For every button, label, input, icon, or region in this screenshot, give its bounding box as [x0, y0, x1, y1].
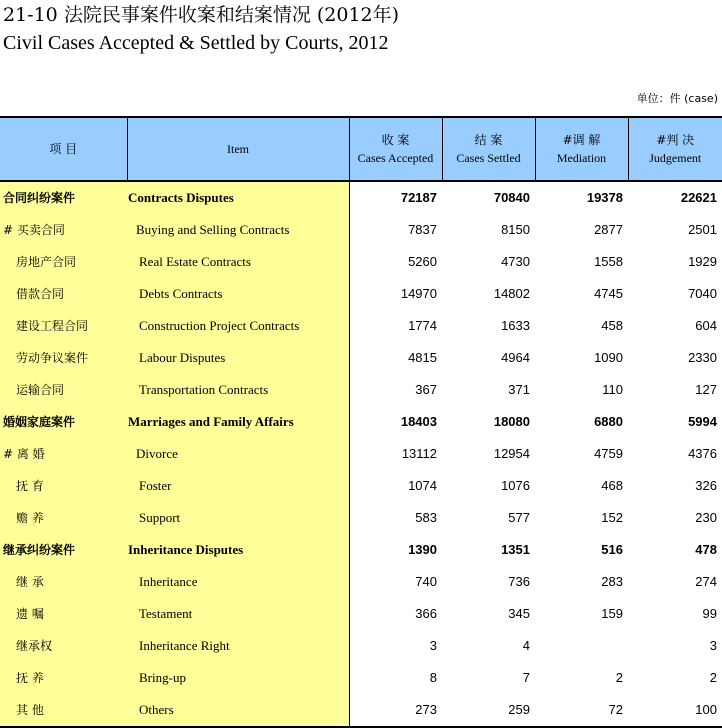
table-row [0, 470, 722, 502]
header-item-en-label: Item [128, 140, 349, 158]
table-row [0, 630, 722, 662]
cell-settled: 1076 [442, 470, 535, 502]
cell-mediation: 516 [535, 534, 628, 566]
cell-settled: 1351 [442, 534, 535, 566]
row-label-en: Bring-up [127, 662, 349, 694]
cell-mediation: 4745 [535, 278, 628, 310]
header-judgement-cn: #判 决 [629, 131, 722, 149]
cell-settled: 259 [442, 694, 535, 727]
cell-mediation: 110 [535, 374, 628, 406]
row-label-en: Labour Disputes [127, 342, 349, 374]
cell-judgement: 127 [628, 374, 722, 406]
cell-accepted: 13112 [349, 438, 442, 470]
table-row [0, 214, 722, 246]
cell-judgement: 1929 [628, 246, 722, 278]
row-label-cn: 借款合同 [0, 278, 127, 310]
cell-settled: 577 [442, 502, 535, 534]
cell-mediation: 152 [535, 502, 628, 534]
header-settled-en: Cases Settled [443, 149, 535, 167]
cell-accepted: 7837 [349, 214, 442, 246]
cell-settled: 7 [442, 662, 535, 694]
cell-settled: 4 [442, 630, 535, 662]
row-label-en: Testament [127, 598, 349, 630]
header-settled-cn: 结 案 [443, 131, 535, 149]
cell-mediation: 283 [535, 566, 628, 598]
cell-mediation: 19378 [535, 181, 628, 214]
table-row [0, 181, 722, 214]
header-item-cn-label: 项 目 [0, 140, 127, 158]
table-row [0, 534, 722, 566]
cell-judgement: 478 [628, 534, 722, 566]
table-row [0, 278, 722, 310]
cell-judgement: 3 [628, 630, 722, 662]
cell-mediation: 468 [535, 470, 628, 502]
cell-mediation: 1558 [535, 246, 628, 278]
table-row [0, 406, 722, 438]
cell-settled: 1633 [442, 310, 535, 342]
cell-judgement: 100 [628, 694, 722, 727]
row-label-cn: 建设工程合同 [0, 310, 127, 342]
header-mediation-cn: #调 解 [536, 131, 628, 149]
table-row [0, 694, 722, 727]
row-label-cn: 婚姻家庭案件 [0, 406, 127, 438]
cell-judgement: 99 [628, 598, 722, 630]
cell-accepted: 1774 [349, 310, 442, 342]
cell-mediation: 4759 [535, 438, 628, 470]
row-label-en: Foster [127, 470, 349, 502]
row-label-en: Support [127, 502, 349, 534]
cell-judgement: 2501 [628, 214, 722, 246]
row-label-cn: 合同纠纷案件 [0, 181, 127, 214]
row-label-en: Divorce [127, 438, 349, 470]
cell-judgement: 2 [628, 662, 722, 694]
cell-settled: 14802 [442, 278, 535, 310]
row-label-en: Inheritance Right [127, 630, 349, 662]
cell-settled: 345 [442, 598, 535, 630]
table-body [0, 181, 722, 727]
cell-settled: 12954 [442, 438, 535, 470]
row-label-en: Construction Project Contracts [127, 310, 349, 342]
row-label-cn: 继承纠纷案件 [0, 534, 127, 566]
cell-accepted: 8 [349, 662, 442, 694]
cell-mediation: 6880 [535, 406, 628, 438]
cell-settled: 736 [442, 566, 535, 598]
cell-judgement: 326 [628, 470, 722, 502]
cell-judgement: 22621 [628, 181, 722, 214]
cell-accepted: 273 [349, 694, 442, 727]
cell-mediation [535, 630, 628, 662]
row-label-en: Buying and Selling Contracts [127, 214, 349, 246]
row-label-en: Transportation Contracts [127, 374, 349, 406]
table-row [0, 246, 722, 278]
row-label-en: Contracts Disputes [127, 181, 349, 214]
header-accepted-en: Cases Accepted [350, 149, 442, 167]
row-label-en: Real Estate Contracts [127, 246, 349, 278]
cell-mediation: 2877 [535, 214, 628, 246]
row-label-cn: 继 承 [0, 566, 127, 598]
header-accepted [349, 117, 442, 181]
table-row [0, 374, 722, 406]
table-row [0, 502, 722, 534]
row-label-cn: 运输合同 [0, 374, 127, 406]
cell-accepted: 18403 [349, 406, 442, 438]
row-label-en: Inheritance [127, 566, 349, 598]
header-judgement-en: Judgement [629, 149, 722, 167]
row-label-cn: 继承权 [0, 630, 127, 662]
row-label-cn: 其 他 [0, 694, 127, 727]
header-mediation-en: Mediation [536, 149, 628, 167]
header-judgement [628, 117, 722, 181]
row-label-en: Marriages and Family Affairs [127, 406, 349, 438]
table-row [0, 598, 722, 630]
row-label-cn: 赡 养 [0, 502, 127, 534]
cell-judgement: 2330 [628, 342, 722, 374]
table-title-chinese: 21-10 法院民事案件收案和结案情况 (2012年) [3, 3, 399, 27]
row-label-cn: 遗 嘱 [0, 598, 127, 630]
cell-accepted: 1074 [349, 470, 442, 502]
civil-cases-table [0, 116, 722, 728]
cell-judgement: 274 [628, 566, 722, 598]
cell-accepted: 583 [349, 502, 442, 534]
table-title-english: Civil Cases Accepted & Settled by Courts, 2012 [3, 31, 389, 55]
cell-settled: 18080 [442, 406, 535, 438]
cell-mediation: 72 [535, 694, 628, 727]
table-row [0, 566, 722, 598]
row-label-en: Others [127, 694, 349, 727]
cell-judgement: 230 [628, 502, 722, 534]
row-label-cn: # 离 婚 [0, 438, 127, 470]
table-row [0, 342, 722, 374]
header-mediation [535, 117, 628, 181]
table-row [0, 310, 722, 342]
row-label-en: Debts Contracts [127, 278, 349, 310]
row-label-cn: 抚 育 [0, 470, 127, 502]
cell-judgement: 5994 [628, 406, 722, 438]
cell-settled: 4730 [442, 246, 535, 278]
cell-mediation: 458 [535, 310, 628, 342]
cell-judgement: 4376 [628, 438, 722, 470]
row-label-cn: # 买卖合同 [0, 214, 127, 246]
cell-accepted: 366 [349, 598, 442, 630]
row-label-en: Inheritance Disputes [127, 534, 349, 566]
cell-accepted: 14970 [349, 278, 442, 310]
header-item-en [127, 117, 349, 181]
cell-accepted: 740 [349, 566, 442, 598]
cell-judgement: 7040 [628, 278, 722, 310]
table-row [0, 438, 722, 470]
header-item-cn [0, 117, 127, 181]
cell-accepted: 3 [349, 630, 442, 662]
cell-accepted: 4815 [349, 342, 442, 374]
header-row [0, 117, 722, 181]
cell-accepted: 1390 [349, 534, 442, 566]
cell-accepted: 72187 [349, 181, 442, 214]
cell-settled: 8150 [442, 214, 535, 246]
header-accepted-cn: 收 案 [350, 131, 442, 149]
cell-mediation: 2 [535, 662, 628, 694]
cell-settled: 70840 [442, 181, 535, 214]
cell-mediation: 159 [535, 598, 628, 630]
unit-label: 单位：件 (case) [637, 92, 718, 106]
cell-accepted: 5260 [349, 246, 442, 278]
cell-settled: 4964 [442, 342, 535, 374]
cell-judgement: 604 [628, 310, 722, 342]
cell-mediation: 1090 [535, 342, 628, 374]
table-row [0, 662, 722, 694]
row-label-cn: 抚 养 [0, 662, 127, 694]
header-settled [442, 117, 535, 181]
cell-accepted: 367 [349, 374, 442, 406]
cell-settled: 371 [442, 374, 535, 406]
row-label-cn: 房地产合同 [0, 246, 127, 278]
row-label-cn: 劳动争议案件 [0, 342, 127, 374]
